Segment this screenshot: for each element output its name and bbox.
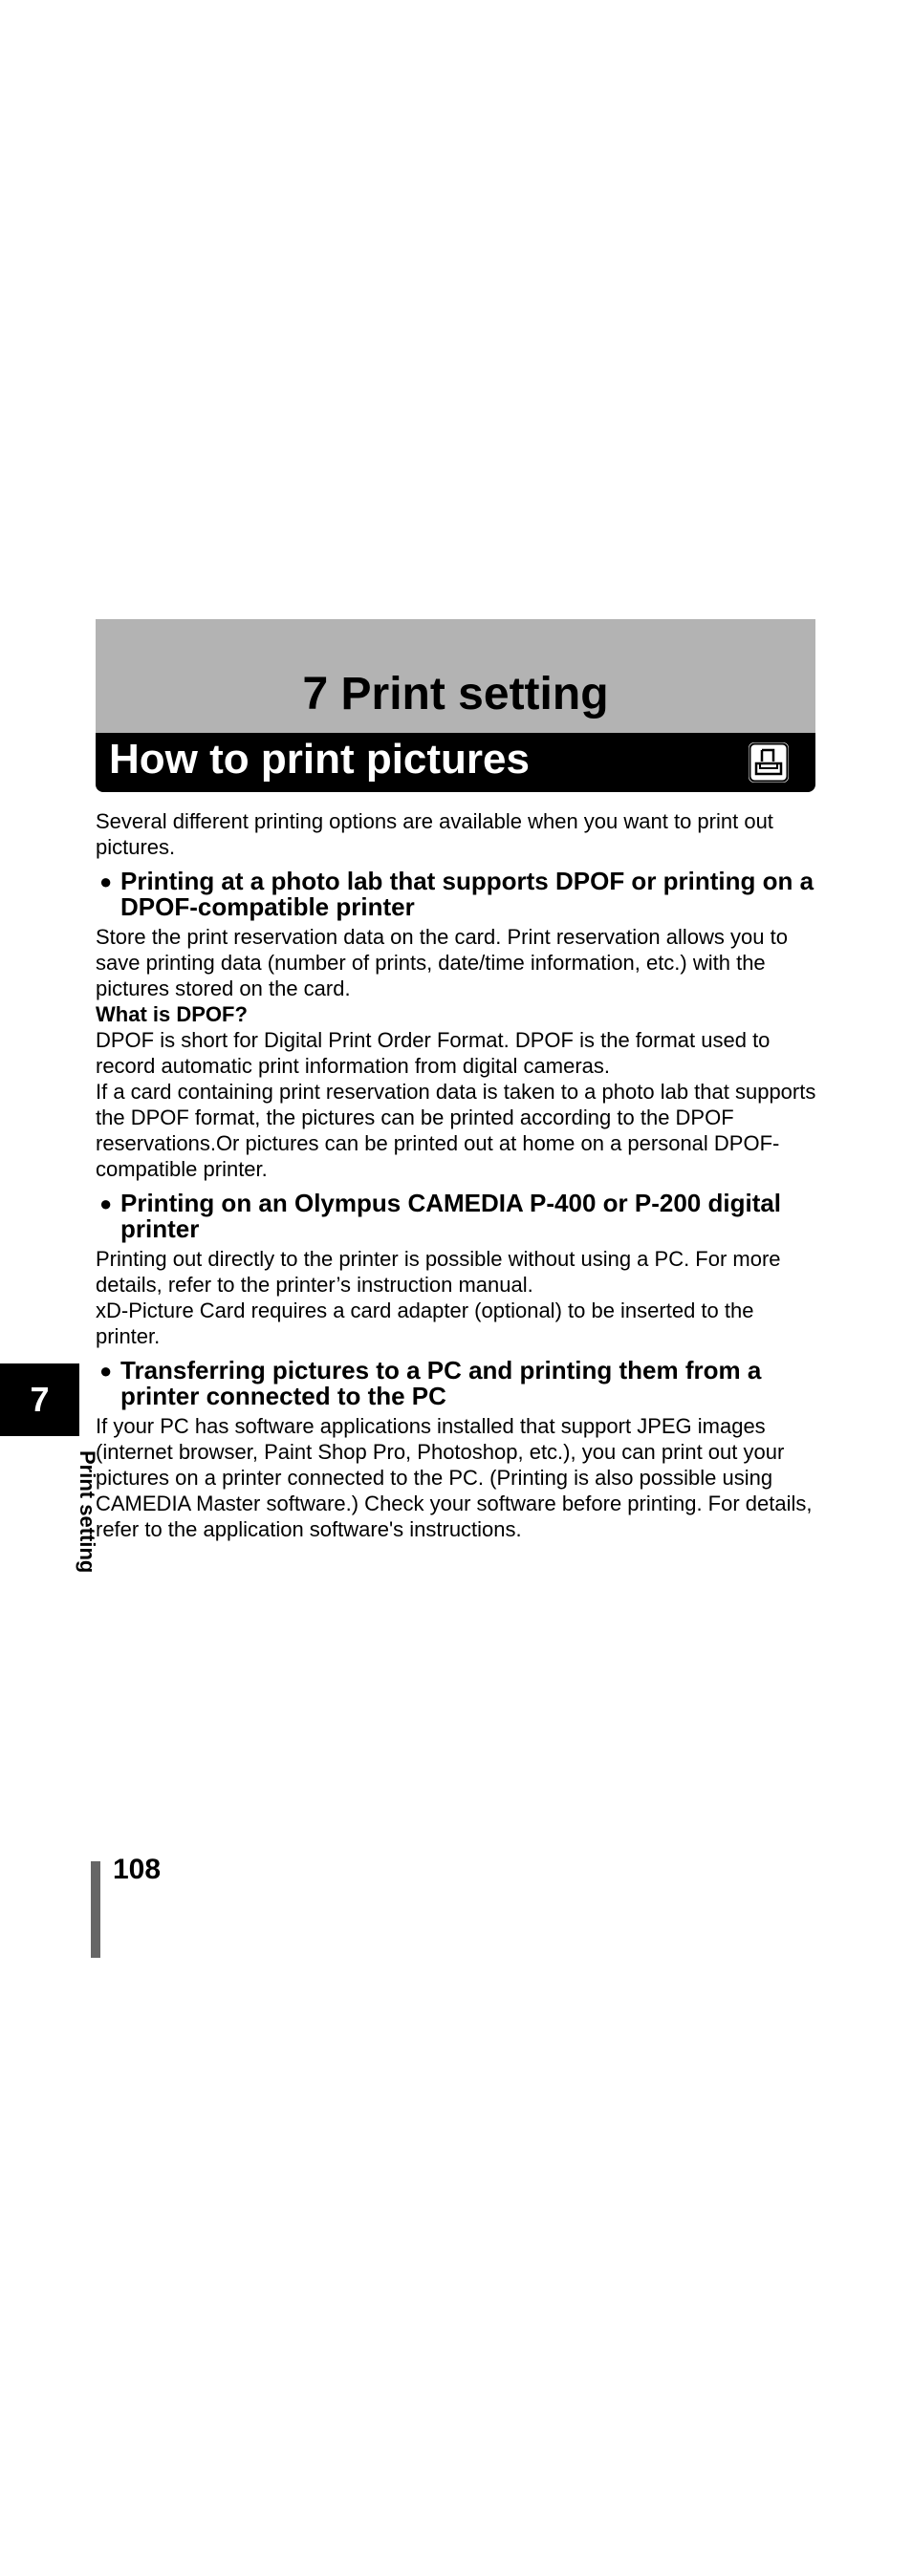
- intro-paragraph: Several different printing options are available when you want to print out pictures.: [96, 809, 773, 859]
- page-number: 108: [113, 1854, 162, 1885]
- paragraph: DPOF is short for Digital Print Order Format. DPOF is the format used to record automatic print information from digital cameras.: [96, 1028, 771, 1078]
- chapter-title: 7 Print setting: [302, 669, 609, 719]
- section-dpof: [96, 869, 822, 1182]
- page-number-bar: [91, 1861, 100, 1958]
- page-title-bar: [96, 733, 815, 792]
- chapter-tab: 7: [0, 1363, 79, 1436]
- section-pc-printing: [96, 1358, 822, 1542]
- paragraph: If your PC has software applications installed that support JPEG images (internet browser, Paint Shop Pro, Photoshop, etc.), you can print out your pictures on a printer connected to the PC. (Printing is also possible using CAMEDIA Master software.) Check your software before printing. For details, refer to the application software's instructions.: [96, 1414, 813, 1541]
- section-heading: [96, 1358, 822, 1409]
- paragraph: xD-Picture Card requires a card adapter (optional) to be inserted to the printer.: [96, 1299, 754, 1348]
- chapter-banner: [96, 619, 815, 733]
- paragraph: Printing out directly to the printer is possible without using a PC. For more details, refer to the printer’s instruction manual.: [96, 1247, 781, 1297]
- paragraph: If a card containing print reservation data is taken to a photo lab that supports the DPOF format, the pictures can be printed according to the DPOF reservations.Or pictures can be printed out at home on a personal DPOF-compatible printer.: [96, 1080, 816, 1181]
- paragraph: Store the print reservation data on the card. Print reservation allows you to save printing data (number of prints, date/time information, etc.) with the pictures stored on the card.: [96, 925, 788, 1000]
- chapter-side-label: Print setting: [76, 1450, 99, 1574]
- bullet-icon: ●: [99, 1191, 113, 1215]
- page-title: How to print pictures: [109, 736, 530, 783]
- section-direct-printer: [96, 1191, 822, 1349]
- page-content: [96, 808, 822, 1542]
- bullet-icon: ●: [99, 869, 113, 893]
- section-heading-text: Printing at a photo lab that supports DPOF or printing on a DPOF-compatible printer: [120, 867, 814, 921]
- bullet-icon: ●: [99, 1359, 113, 1383]
- section-heading-text: Printing on an Olympus CAMEDIA P-400 or P-200 digital printer: [120, 1189, 782, 1243]
- printer-icon-graphic: [749, 742, 789, 783]
- printer-icon: [749, 742, 789, 783]
- subheading: What is DPOF?: [96, 1002, 248, 1026]
- section-heading-text: Transferring pictures to a PC and printing them from a printer connected to the PC: [120, 1356, 762, 1410]
- section-heading: [96, 1191, 822, 1242]
- section-heading: [96, 869, 822, 920]
